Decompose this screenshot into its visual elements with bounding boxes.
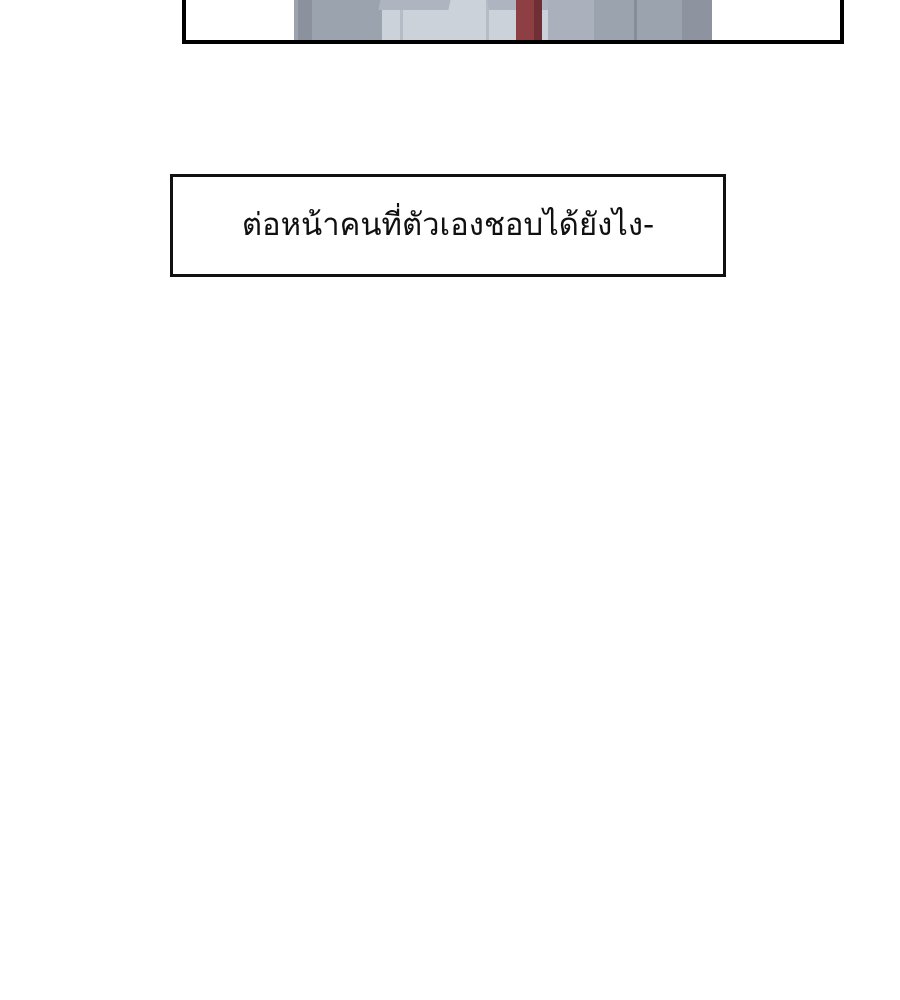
dialogue-caption-box [170,174,726,277]
necktie-shadow-shape [534,0,542,40]
collar-left-shape [378,0,455,10]
jacket-far-right-shape [682,0,712,40]
panel-artwork-suit-torso [186,0,840,40]
blank-page-area [0,300,900,1000]
dialogue-caption-text: ต่อหน้าคนที่ตัวเองชอบได้ยังไง- [241,206,655,243]
jacket-right-seam-line [634,0,637,40]
jacket-right-lapel-shape [548,0,594,40]
comic-panel-top [182,0,844,44]
jacket-left-edge-shape [298,0,312,40]
